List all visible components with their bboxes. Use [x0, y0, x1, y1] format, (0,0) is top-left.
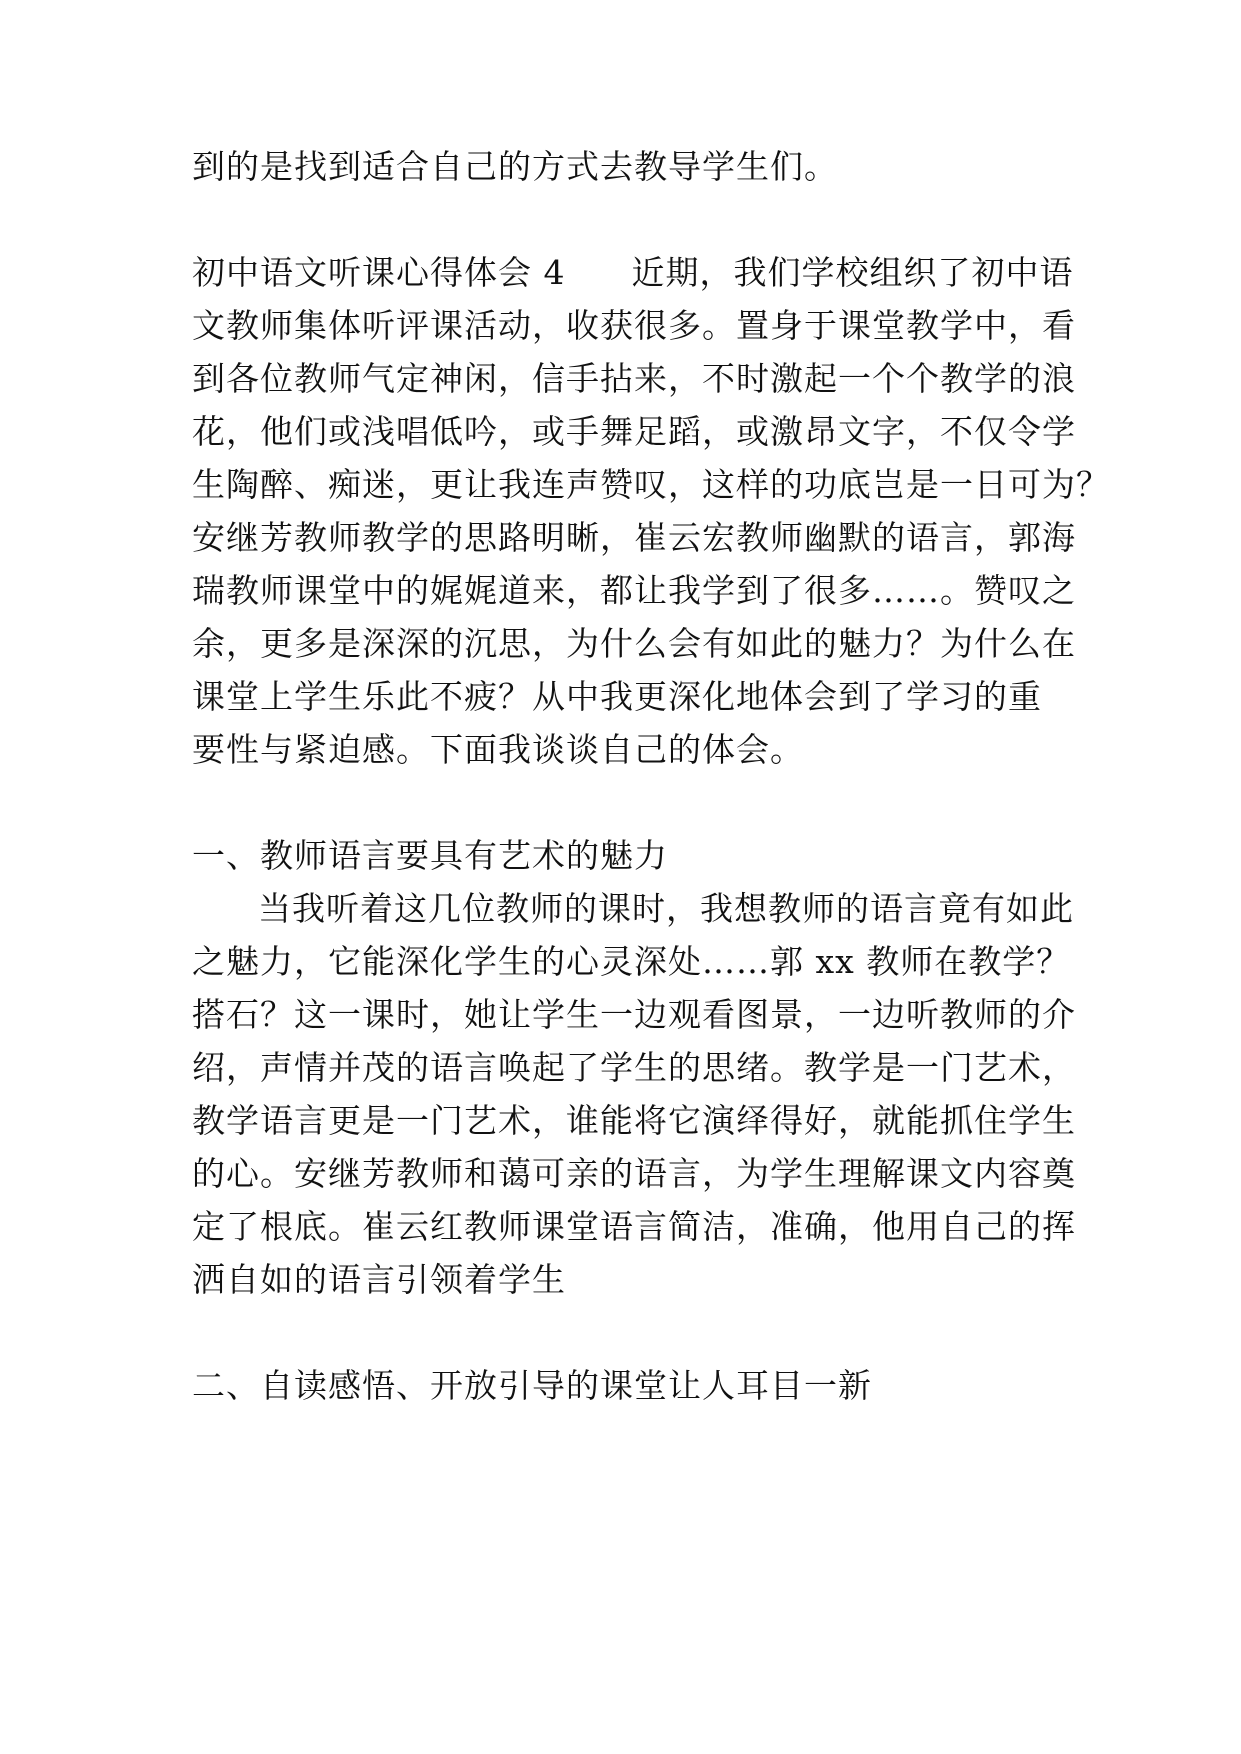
- paragraph-line: 瑞教师课堂中的娓娓道来，都让我学到了很多……。赞叹之: [192, 571, 1076, 610]
- paragraph-line: 到各位教师气定神闲，信手拈来，不时激起一个个教学的浪: [192, 359, 1076, 398]
- section-title: 初中语文听课心得体会 4: [192, 253, 566, 292]
- paragraph-line: 安继芳教师教学的思路明晰，崔云宏教师幽默的语言，郭海: [192, 518, 1076, 557]
- paragraph-line: 搭石？这一课时，她让学生一边观看图景，一边听教师的介: [192, 995, 1076, 1034]
- paragraph-line: 到的是找到适合自己的方式去教导学生们。: [192, 147, 838, 186]
- paragraph-line: 绍，声情并茂的语言唤起了学生的思绪。教学是一门艺术，: [192, 1048, 1076, 1087]
- paragraph-line: 的心。安继芳教师和蔼可亲的语言，为学生理解课文内容奠: [192, 1154, 1076, 1193]
- paragraph-line: 花，他们或浅唱低吟，或手舞足蹈，或激昂文字，不仅令学: [192, 412, 1076, 451]
- paragraph-line: 定了根底。崔云红教师课堂语言简洁，准确，他用自己的挥: [192, 1207, 1076, 1246]
- paragraph-line: 教学语言更是一门艺术，谁能将它演绎得好，就能抓住学生: [192, 1101, 1076, 1140]
- section-heading-line: [192, 253, 1074, 293]
- paragraph-text: 近期，我们学校组织了初中语: [631, 253, 1074, 292]
- paragraph-line: 洒自如的语言引领着学生: [192, 1260, 566, 1299]
- section-heading: 二、自读感悟、开放引导的课堂让人耳目一新: [192, 1366, 872, 1405]
- paragraph-line: 文教师集体听评课活动，收获很多。置身于课堂教学中，看: [192, 306, 1076, 345]
- paragraph-line: 余，更多是深深的沉思，为什么会有如此的魅力？为什么在: [192, 624, 1076, 663]
- paragraph-line: 之魅力，它能深化学生的心灵深处……郭 xx 教师在教学？: [192, 942, 1071, 981]
- section-heading: 一、教师语言要具有艺术的魅力: [192, 836, 668, 875]
- paragraph-first-line: 当我听着这几位教师的课时，我想教师的语言竟有如此: [258, 889, 1074, 928]
- paragraph-line: 要性与紧迫感。下面我谈谈自己的体会。: [192, 730, 804, 769]
- paragraph-line: 生陶醉、痴迷，更让我连声赞叹，这样的功底岂是一日可为？: [192, 465, 1110, 504]
- paragraph-line: 课堂上学生乐此不疲？从中我更深化地体会到了学习的重: [192, 677, 1042, 716]
